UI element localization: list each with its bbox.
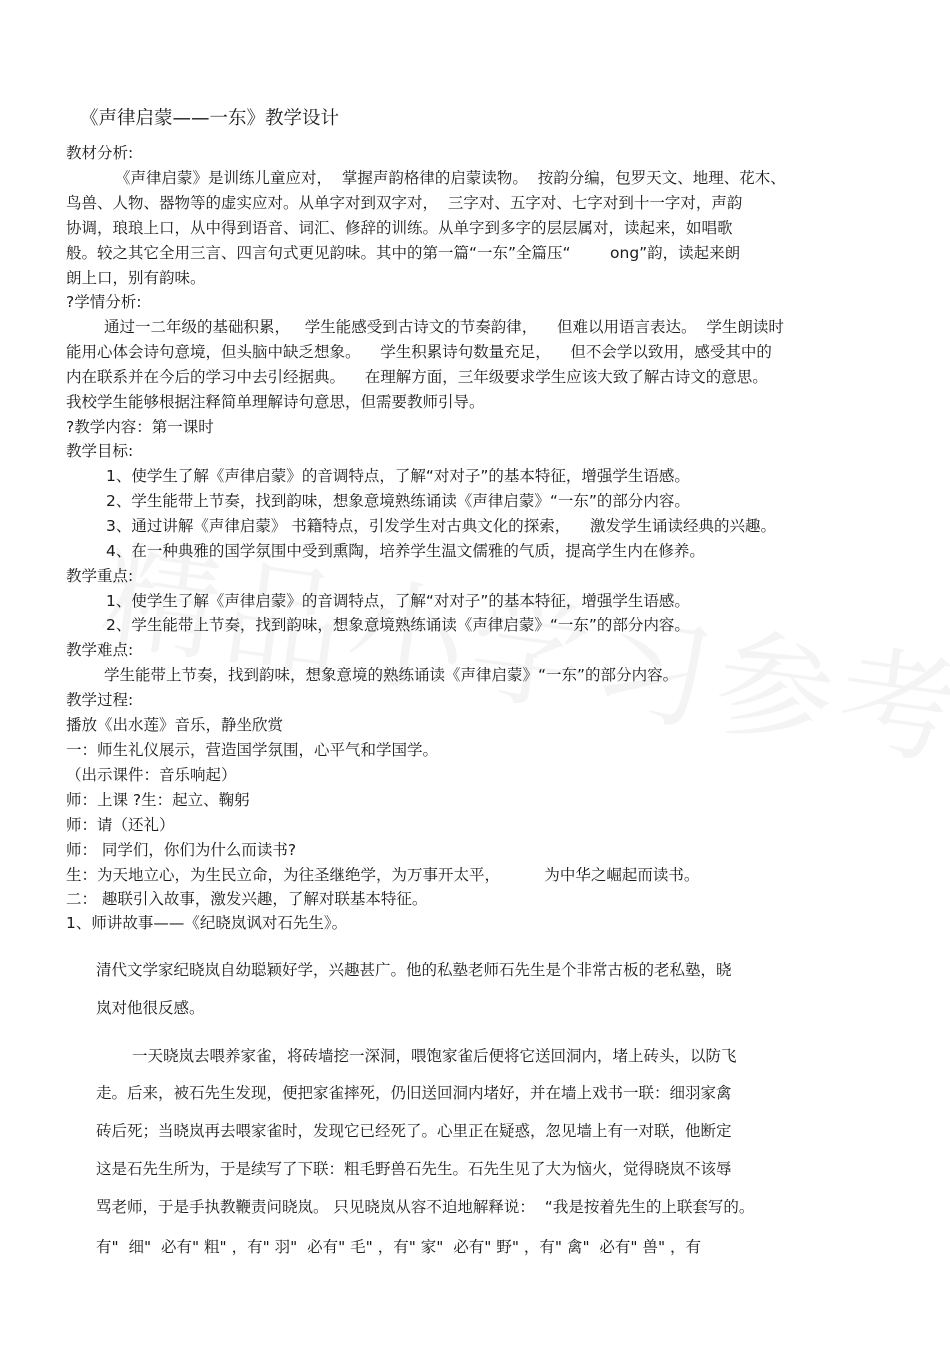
section-heading: 教材分析: (66, 144, 134, 162)
list-item: 2、学生能带上节奏，找到韵味，想象意境熟练诵读《声律启蒙》“一东”的部分内容。 (106, 492, 690, 510)
paragraph-line: 师： 同学们，你们为什么而读书? (66, 841, 297, 859)
section-heading: 教学目标: (66, 442, 134, 460)
story-line: 清代文学家纪晓岚自幼聪颖好学，兴趣甚广。他的私塾老师石先生是个非常古板的老私塾，晓 (96, 961, 732, 979)
paragraph-line: 能用心体会诗句意境，但头脑中缺乏想象。 学生积累诗句数量充足， 但不会学以致用，感受其中的 (66, 343, 772, 361)
list-item: 1、使学生了解《声律启蒙》的音调特点，了解“对对子”的基本特征，增强学生语感。 (106, 467, 690, 485)
story-line: 骂老师，于是手执教鞭责问晓岚。 只见晓岚从容不迫地解释说： “我是按着先生的上联套写的。 (96, 1198, 755, 1216)
list-item: 1、使学生了解《声律启蒙》的音调特点，了解“对对子”的基本特征，增强学生语感。 (106, 592, 690, 610)
paragraph-line: 般。较之其它全用三言、四言句式更见韵味。其中的第一篇“一东”全篇压“ ong”韵，读起来朗 (66, 244, 741, 262)
paragraph-line: 生：为天地立心，为生民立命，为往圣继绝学，为万事开太平， 为中华之崛起而读书。 (66, 866, 700, 884)
story-line: 走。后来，被石先生发现，便把家雀摔死，仍旧送回洞内堵好，并在墙上戏书一联：细羽家禽 (96, 1084, 732, 1102)
paragraph-line: 我校学生能够根据注释简单理解诗句意思，但需要教师引导。 (66, 393, 485, 411)
section-heading: ?教学内容：第一课时 (66, 418, 214, 436)
section-heading: 教学过程: (66, 691, 134, 709)
paragraph-line: 二： 趣联引入故事，激发兴趣，了解对联基本特征。 (66, 890, 428, 908)
story-line: 一天晓岚去喂养家雀，将砖墙挖一深洞，喂饱家雀后便将它送回洞内，堵上砖头，以防飞 (132, 1047, 737, 1065)
section-heading: 教学难点: (66, 641, 134, 659)
paragraph-line: （出示课件：音乐响起） (66, 766, 237, 784)
story-line: 岚对他很反感。 (96, 999, 205, 1017)
paragraph-line: 1、师讲故事——《纪晓岚讽对石先生》。 (66, 914, 348, 932)
paragraph-line: 鸟兽、人物、器物等的虚实应对。从单字对到双字对， 三字对、五字对、七字对到十一字对，声韵 (66, 194, 743, 212)
paragraph-line: 《声律启蒙》是训练儿童应对， 掌握声韵格律的启蒙读物。 按韵分编，包罗天文、地理、花木、 (115, 169, 786, 187)
list-item: 4、在一种典雅的国学氛围中受到熏陶，培养学生温文儒雅的气质，提高学生内在修养。 (106, 542, 705, 560)
list-item: 3、通过讲解《声律启蒙》 书籍特点，引发学生对古典文化的探索， 激发学生诵读经典的兴趣。 (106, 517, 776, 535)
list-item: 2、学生能带上节奏，找到韵味，想象意境熟练诵读《声律启蒙》“一东”的部分内容。 (106, 616, 690, 634)
story-line: 砖后死；当晓岚再去喂家雀时，发现它已经死了。心里正在疑惑，忽见墙上有一对联，他断定 (96, 1122, 732, 1140)
paragraph-line: 播放《出水莲》音乐，静坐欣赏 (66, 716, 284, 734)
paragraph-line: 师：请（还礼） (66, 816, 175, 834)
paragraph-line: 师：上课 ?生：起立、鞠躬 (66, 791, 250, 809)
paragraph-line: 朗上口，别有韵味。 (66, 269, 206, 287)
document-title: 《声律启蒙——一东》教学设计 (80, 108, 340, 129)
paragraph-line: 一：师生礼仪展示，营造国学氛围，心平气和学国学。 (66, 741, 439, 759)
paragraph-line: 协调，琅琅上口，从中得到语音、词汇、修辞的训练。从单字到多字的层层属对，读起来，如唱歌 (66, 219, 733, 237)
paragraph-line: 通过一二年级的基础积累， 学生能感受到古诗文的节奏韵律， 但难以用语言表达。 学生朗读时 (104, 318, 784, 336)
paragraph-line: 内在联系并在今后的学习中去引经据典。 在理解方面，三年级要求学生应该大致了解古诗文的意思。 (66, 368, 768, 386)
story-line: 这是石先生所为，于是续写了下联：粗毛野兽石先生。石先生见了大为恼火，觉得晓岚不该辱 (96, 1160, 732, 1178)
section-heading: ?学情分析: (66, 293, 142, 311)
story-line: 有" 细" 必有" 粗" ，有" 羽" 必有" 毛" ，有" 家" 必有" 野" ，有" 禽" 必有" 兽" ，有 (96, 1238, 702, 1256)
paragraph-line: 学生能带上节奏，找到韵味，想象意境的熟练诵读《声律启蒙》“一东”的部分内容。 (104, 666, 679, 684)
section-heading: 教学重点: (66, 567, 134, 585)
